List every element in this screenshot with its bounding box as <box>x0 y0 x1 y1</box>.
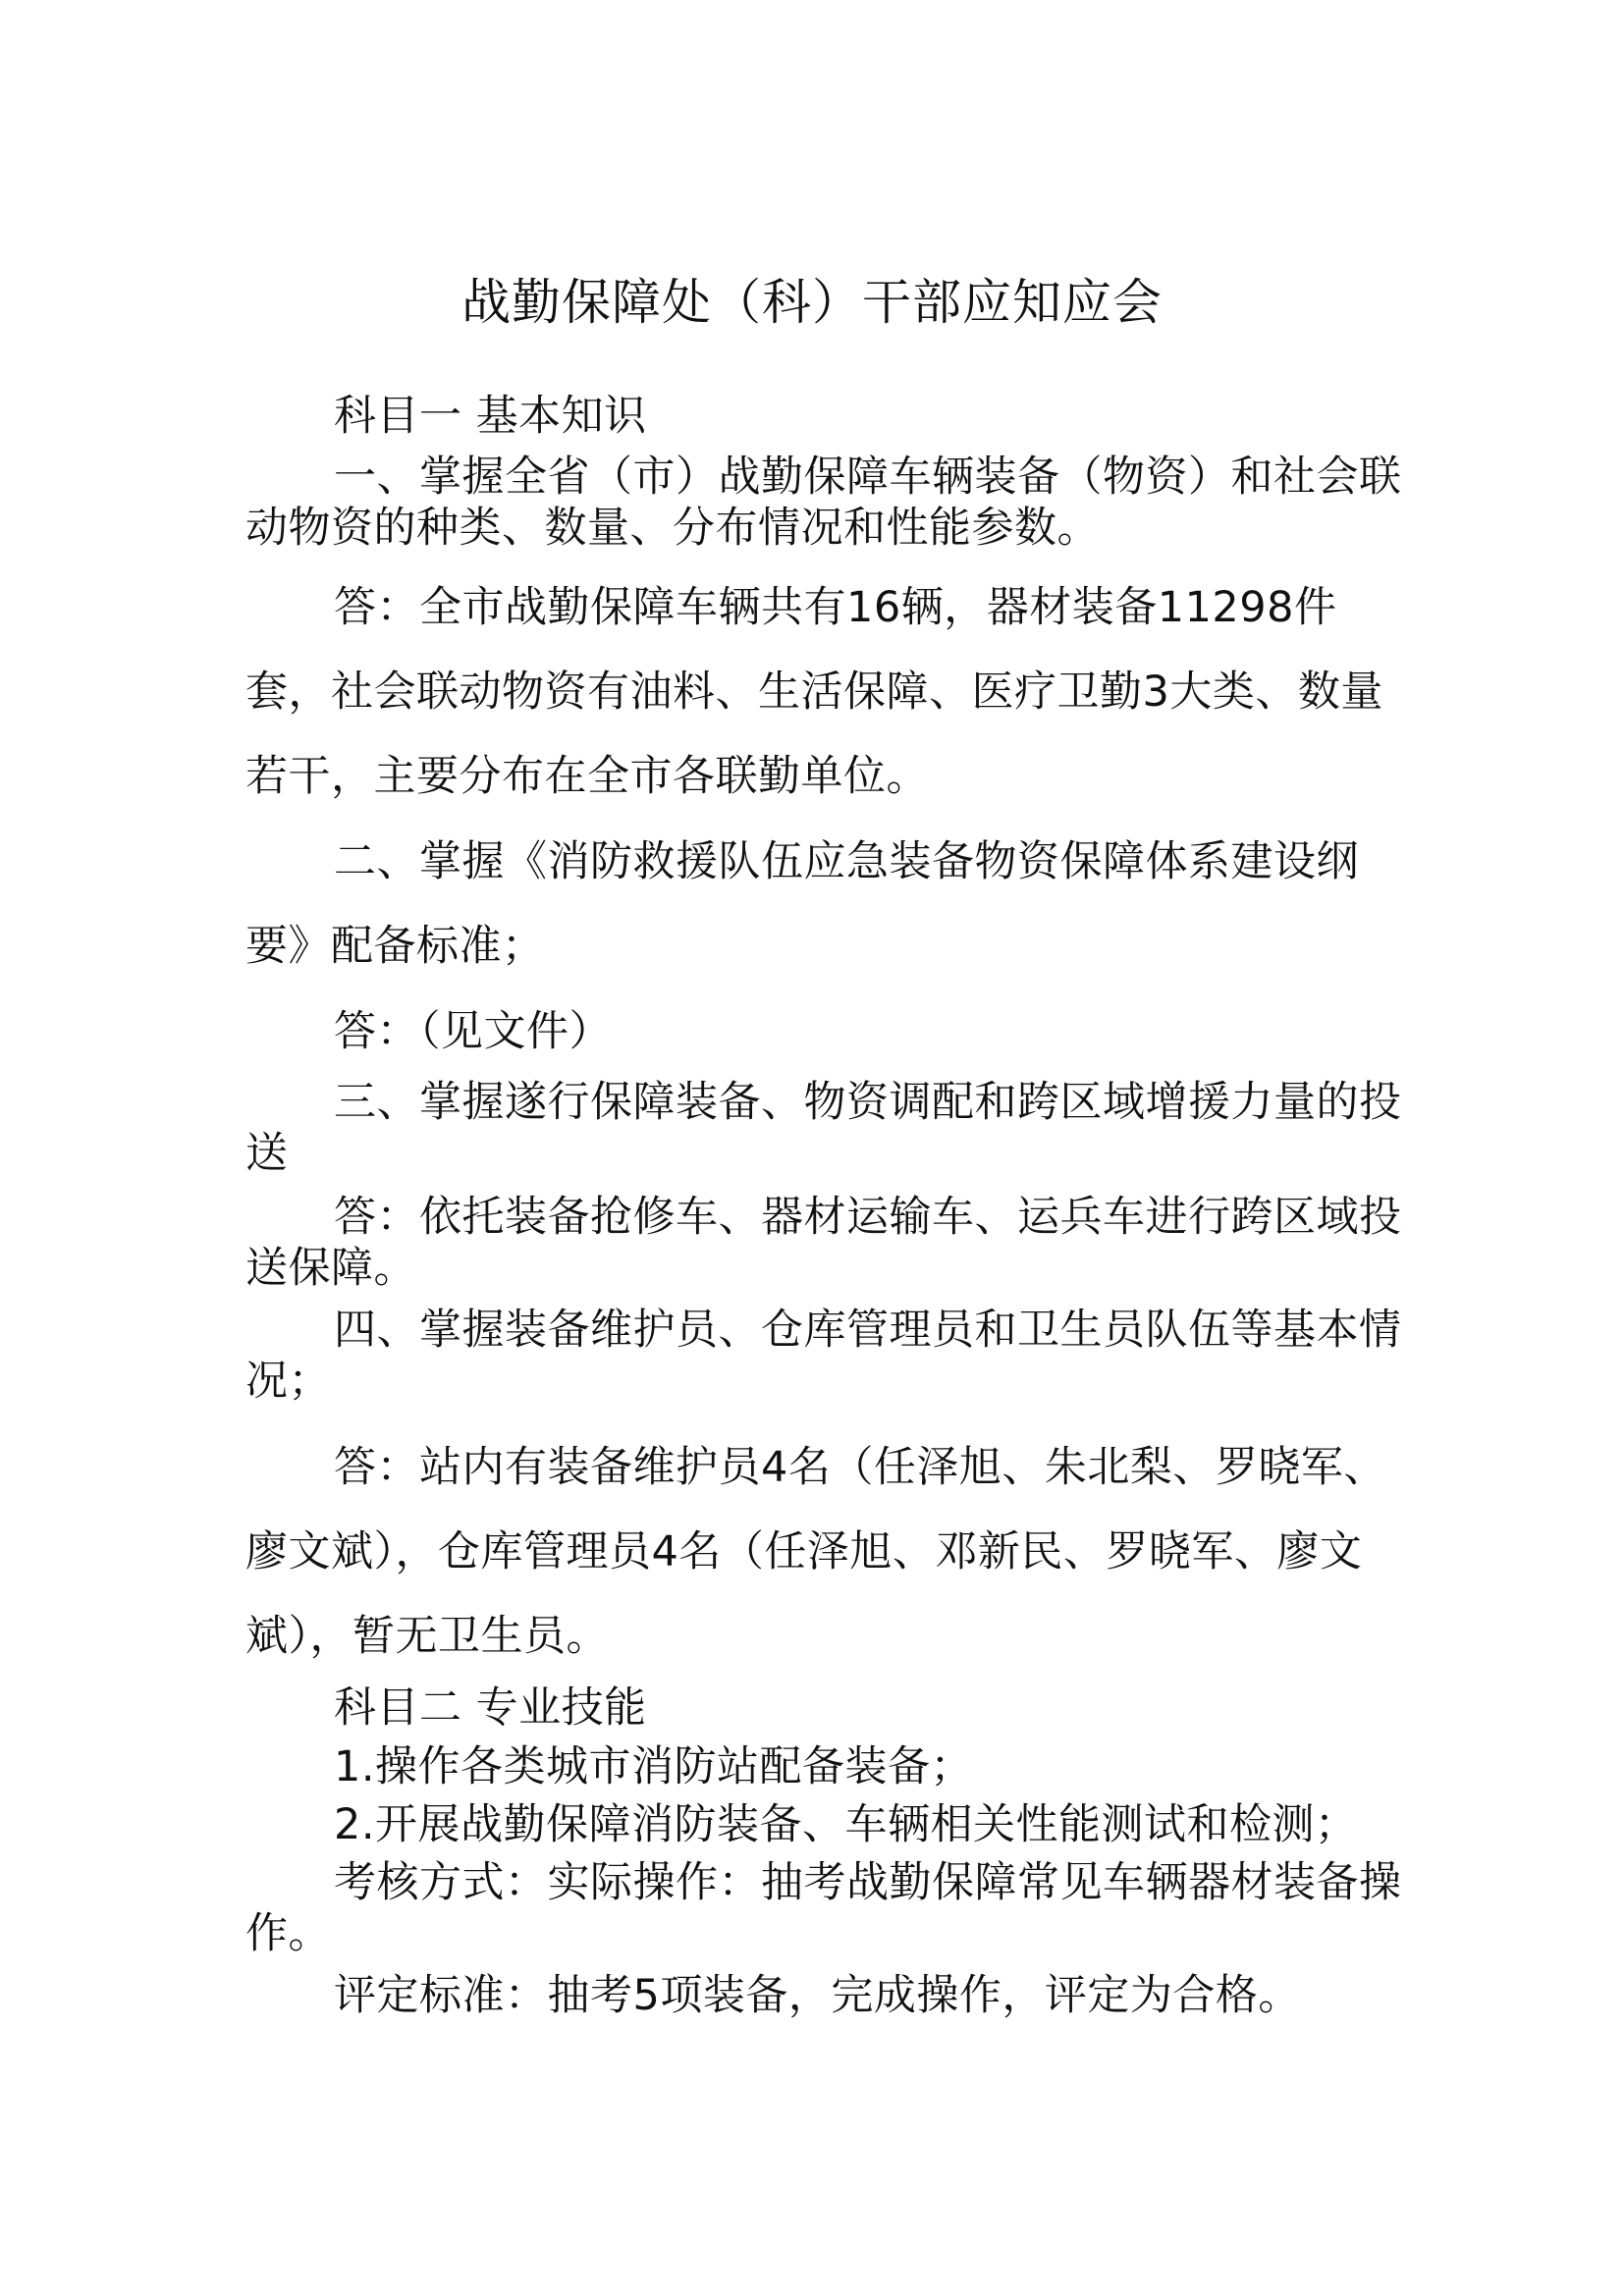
list-item: 2.开展战勤保障消防装备、车辆相关性能测试和检测； <box>334 1800 1358 1849</box>
assessment-method: 考核方式：实际操作：抽考战勤保障常见车辆器材装备操作。 <box>245 1858 1402 1958</box>
list-item: 1.操作各类城市消防站配备装备； <box>334 1742 974 1791</box>
answer-paragraph: 答：（见文件） <box>334 1007 612 1056</box>
section-heading-professional-skills: 科目二 专业技能 <box>334 1683 647 1733</box>
question-paragraph: 四、掌握装备维护员、仓库管理员和卫生员队伍等基本情况； <box>245 1306 1402 1406</box>
answer-paragraph: 答：全市战勤保障车辆共有16辆，器材装备11298件套，社会联动物资有油料、生活保障、医疗卫勤3大类、数量若干，主要分布在全市各联勤单位。 <box>245 583 1383 801</box>
assessment-criteria: 评定标准：抽考5项装备，完成操作，评定为合格。 <box>334 1971 1301 2020</box>
question-paragraph: 一、掌握全省（市）战勤保障车辆装备（物资）和社会联动物资的种类、数量、分布情况和性能参数。 <box>245 453 1402 553</box>
question-paragraph: 二、掌握《消防救援队伍应急装备物资保障体系建设纲要》配备标准； <box>245 837 1359 971</box>
question-paragraph: 三、掌握遂行保障装备、物资调配和跨区域增援力量的投送 <box>245 1078 1402 1178</box>
answer-paragraph: 答：站内有装备维护员4名（任泽旭、朱北梨、罗晓军、廖文斌），仓库管理员4名（任泽旭、邓新民、罗晓军、廖文斌），暂无卫生员。 <box>245 1443 1386 1661</box>
answer-paragraph: 答：依托装备抢修车、器材运输车、运兵车进行跨区域投送保障。 <box>245 1193 1402 1293</box>
section-heading-basic-knowledge: 科目一 基本知识 <box>334 392 647 441</box>
page-title: 战勤保障处（科）干部应知应会 <box>461 274 1163 331</box>
